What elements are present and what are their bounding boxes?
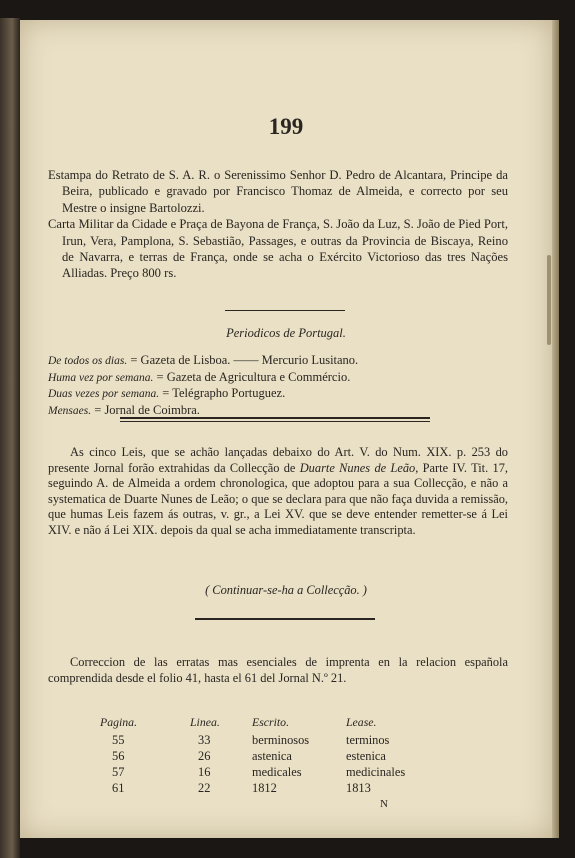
errata-cell-linea: 33 [198,733,211,747]
leis-text-italic: Duarte Nunes de Leão [299,460,416,475]
periodical-titles: Jornal de Coimbra. [104,402,200,417]
errata-header-pagina: Pagina. [100,715,138,729]
leis-paragraph-text [48,445,508,539]
errata-cell-lease: medicinales [346,765,406,779]
periodical-separator: = [130,353,138,367]
page-number: 199 [268,114,304,139]
section-rule-thin [120,421,430,422]
periodical-frequency: De todos os dias. [48,355,128,367]
correction-paragraph [48,655,508,686]
periodical-row [48,353,358,370]
periodicals-list [48,353,358,419]
errata-header-escrito: Escrito. [252,715,290,729]
entry-estampa: Estampa do Retrato de S. A. R. o Serenissimo Senhor D. Pedro de Alcantara, Principe da Beira, publicado e gravado por Francisco Thomaz de Almeida, e correcto por seu Mestre o insigne Bartolozzi. [48,168,508,215]
continuation-rule [195,618,375,620]
errata-cell-linea: 16 [198,765,211,779]
errata-cell-escrito: 1812 [252,781,277,795]
errata-cell-linea: 22 [198,781,211,795]
periodical-titles: Telégrapho Portuguez. [172,386,286,400]
errata-table [100,714,436,796]
table-row [100,732,436,748]
previous-page-edge [0,18,20,858]
periodical-separator: = [94,402,102,417]
periodicals-title: Periodicos de Portugal. [226,326,346,340]
errata-cell-escrito: berminosos [252,733,310,747]
errata-cell-escrito: astenica [252,749,292,763]
periodical-row [48,386,358,403]
errata-header-lease: Lease. [346,715,377,729]
errata-cell-pagina: 57 [112,765,125,779]
errata-cell-escrito: medicales [252,765,302,779]
periodical-frequency: Duas vezes por semana. [48,388,160,400]
periodical-frequency: Huma vez por semana. [48,371,154,384]
table-row [100,764,436,780]
periodical-separator: = [162,386,170,400]
table-row [100,780,436,796]
periodical-titles: Gazeta de Agricultura e Commércio. [166,369,351,384]
correction-text: Correccion de las erratas mas esenciales de imprenta en la relacion española comprendida desde el folio 41, hasta el 61 del Jornal N.º 21. [48,655,508,685]
errata-header-linea: Linea. [190,715,220,729]
binding-clip [547,255,551,345]
errata-cell-lease: terminos [346,733,390,747]
leis-text-after: , Parte IV. Tit. 17, seguindo A. de Almeida a ordem chronologica, que adoptou para a sua Collecção, e não a systematica de Duarte Nunes de Leão; o que se declara para que não faça duvida a remissão, que humas Leis fazem ás outras, v. gr., a Lei XV. que se deve entender remetter-se á Lei XIV. e não á Lei XIX. depois da qual se acha immediatamente transcripta. [48,460,508,537]
table-row [100,748,436,764]
document-page [20,20,552,838]
periodical-titles: Gazeta de Lisboa. —— Mercurio Lusitano. [140,353,359,367]
leis-paragraph [48,445,508,539]
errata-cell-lease: 1813 [346,781,371,795]
entries-block [48,167,508,282]
leis-text-before: As cinco Leis, que se achão lançadas debaixo do Art. V. do Num. XIX. p. 253 do presente Jornal forão extrahidas da Collecção de [48,445,508,475]
errata-cell-pagina: 56 [112,749,125,763]
errata-cell-linea: 26 [198,749,211,763]
periodical-row [48,370,358,387]
signature-mark: N [380,798,388,810]
page-right-edge [552,20,559,838]
periodical-separator: = [156,369,164,384]
continuation-note: ( Continuar-se-ha a Collecção. ) [205,583,367,597]
section-divider [225,310,345,311]
errata-cell-pagina: 55 [112,733,125,747]
entry-carta-militar: Carta Militar da Cidade e Praça de Bayona de França, S. João da Luz, S. João de Pied Port, Irun, Vera, Pamplona, S. Sebastião, Passages, e outras da Provincia de Biscaya, Reino de Navarra, e terras de França, onde se acha o Exército Victorioso das tres Nações Alliadas. Preço 800 rs. [48,217,508,281]
section-rule [120,417,430,419]
errata-header-row [100,714,436,732]
errata-cell-pagina: 61 [112,781,125,795]
periodical-frequency: Mensaes. [48,404,92,417]
errata-cell-lease: estenica [346,749,386,763]
